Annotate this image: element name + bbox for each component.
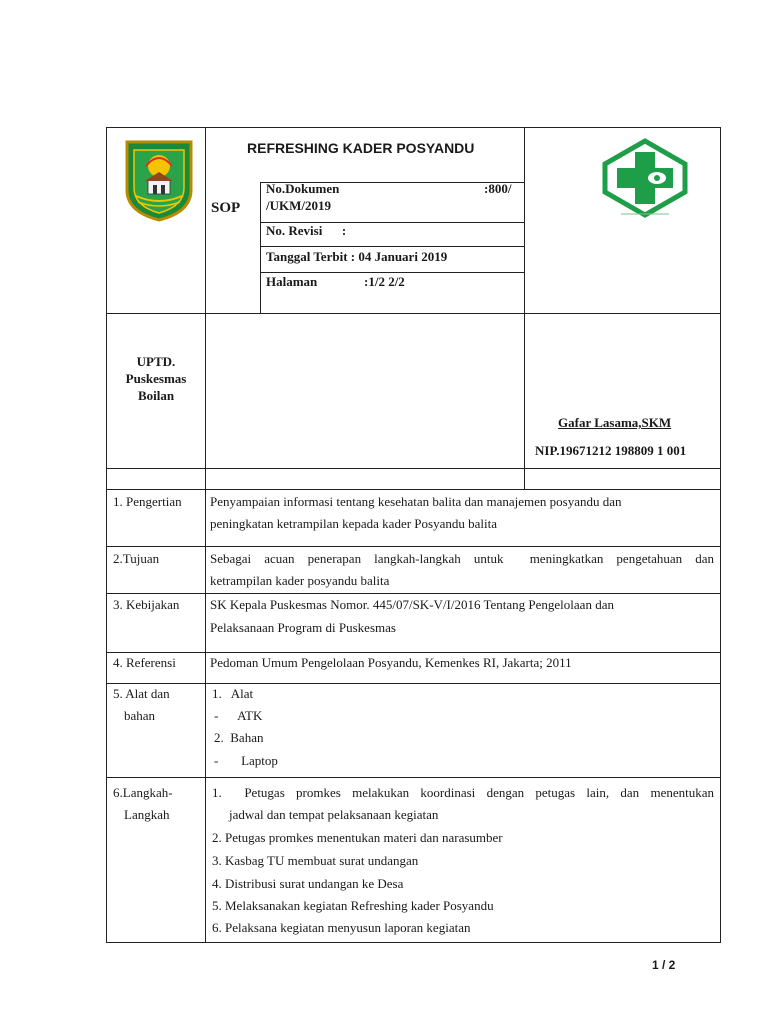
langkah-step: 2. Petugas promkes menentukan materi dan narasumber [212,830,503,845]
langkah-step-1-line-1: 1. Petugas promkes melakukan koordinasi dengan petugas lain, dan menentukan [212,785,714,800]
pengertian-label: 1. Pengertian [113,494,182,509]
kebijakan-label: 3. Kebijakan [113,597,180,612]
halaman-label: Halaman [266,274,318,289]
alat-label-2: bahan [124,708,156,723]
referensi-label: 4. Referensi [113,655,176,670]
page-number: 1 / 2 [652,958,676,972]
document-title: REFRESHING KADER POSYANDU [247,140,475,156]
tujuan-label: 2.Tujuan [113,551,160,566]
regional-emblem-logo [124,136,194,222]
langkah-step: 3. Kasbag TU membuat surat undangan [212,853,419,868]
alat-item: - ATK [214,708,263,723]
alat-item: 2. Bahan [214,730,264,745]
sop-label: SOP [211,200,241,216]
langkah-step: 6. Pelaksana kegiatan menyusun laporan kegiatan [212,920,471,935]
referensi-line-1: Pedoman Umum Pengelolaan Posyandu, Kemenkes RI, Jakarta; 2011 [210,655,572,670]
kebijakan-line-1: SK Kepala Puskesmas Nomor. 445/07/SK-V/I/2016 Tentang Pengelolaan dan [210,597,614,612]
signatory-nip: NIP.19671212 198809 1 001 [535,443,687,458]
tujuan-line-2: ketrampilan kader posyandu balita [210,573,390,588]
halaman-value: :1/2 2/2 [364,274,405,289]
tanggal-terbit: Tanggal Terbit : 04 Januari 2019 [266,249,448,264]
langkah-label-2: Langkah [124,807,170,822]
org-line-1: UPTD. [136,354,176,369]
tujuan-line-1: Sebagai acuan penerapan langkah-langkah untuk meningkatkan pengetahuan dan [210,551,714,566]
alat-label-1: 5. Alat dan [113,686,170,701]
health-cross-logo [601,138,689,218]
organization-name [107,353,205,404]
pengertian-line-1: Penyampaian informasi tentang kesehatan balita dan manajemen posyandu dan [210,494,622,509]
langkah-label-1: 6.Langkah- [113,785,173,800]
alat-item: 1. Alat [212,686,254,701]
no-dokumen-value: :800/ [484,181,512,196]
langkah-step: 5. Melaksanakan kegiatan Refreshing kader Posyandu [212,898,494,913]
no-revisi: No. Revisi : [266,223,347,238]
org-line-3: Boilan [137,388,175,403]
kebijakan-line-2: Pelaksanaan Program di Puskesmas [210,620,396,635]
org-line-2: Puskesmas [125,371,187,386]
alat-item: - Laptop [214,753,278,768]
langkah-step: 4. Distribusi surat undangan ke Desa [212,876,404,891]
no-dokumen-label: No.Dokumen [266,181,340,196]
signatory-name: Gafar Lasama,SKM [558,415,672,430]
no-dokumen-continuation: /UKM/2019 [266,198,331,213]
langkah-step-1-line-2: jadwal dan tempat pelaksanaan kegiatan [229,807,439,822]
pengertian-line-2: peningkatan ketrampilan kepada kader Posyandu balita [210,516,497,531]
